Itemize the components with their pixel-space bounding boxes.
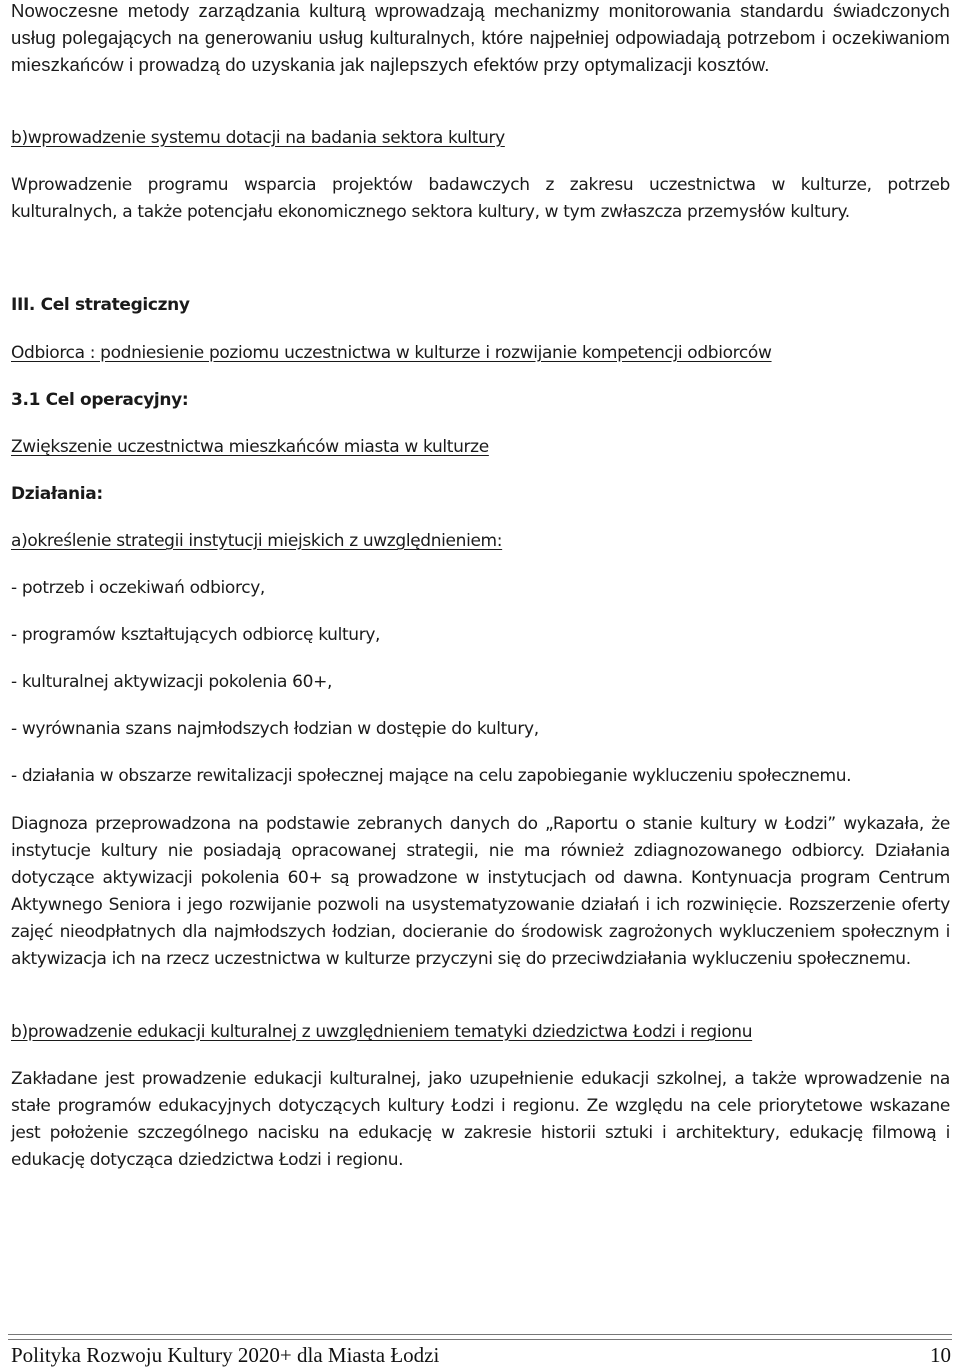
- operational-goal-text: Zwiększenie uczestnictwa mieszkańców miasta w kulturze: [11, 437, 489, 457]
- section-b-heading: b)wprowadzenie systemu dotacji na badania sektora kultury: [11, 128, 505, 148]
- actions-heading: Działania:: [11, 484, 103, 504]
- footer-title: Polityka Rozwoju Kultury 2020+ dla Miasta Łodzi: [11, 1343, 440, 1367]
- action-a-heading: a)określenie strategii instytucji miejskich z uwzględnieniem:: [11, 531, 503, 551]
- section-b-text: Wprowadzenie programu wsparcia projektów badawczych z zakresu uczestnictwa w kulturze, potrzeb kulturalnych, a także potencjału ekonomicznego sektora kultury, w tym zwłaszcza przemysłów kultury.: [11, 175, 950, 222]
- diagnosis-paragraph: Diagnoza przeprowadzona na podstawie zebranych danych do „Raportu o stanie kultury w Łodzi” wykazała, że instytucje kultury nie posiadają opracowanej strategii, nie ma również zdiagnozowanego odbiorcy. Działania dotyczące aktywizacji pokolenia 60+ są prowadzone w instytucjach od dawna. Kontynuacja program Centrum Aktywnego Seniora i jego rozwijanie pozwoli na usystematyzowanie działań i ich rozwinięcie. Rozszerzenie oferty zajęć nieodpłatnych dla najmłodszych łodzian, docieranie do środowisk zagrożonych wykluczeniem społecznym i aktywizacja ich na rzecz uczestnictwa w kulturze przyczyni się do przeciwdziałania wykluczeniu społecznemu.: [11, 814, 950, 969]
- operational-goal-heading: 3.1 Cel operacyjny:: [11, 390, 189, 410]
- list-item: - wyrównania szans najmłodszych łodzian w dostępie do kultury,: [11, 719, 539, 739]
- list-item: - potrzeb i oczekiwań odbiorcy,: [11, 578, 265, 598]
- list-item: - działania w obszarze rewitalizacji społecznej mające na celu zapobieganie wykluczeniu społecznemu.: [11, 766, 852, 786]
- list-item: - kulturalnej aktywizacji pokolenia 60+,: [11, 672, 333, 692]
- action-b-heading: b)prowadzenie edukacji kulturalnej z uwzględnieniem tematyki dziedzictwa Łodzi i regionu: [11, 1022, 753, 1042]
- list-item: - programów kształtujących odbiorcę kultury,: [11, 625, 381, 645]
- page-number: 10: [930, 1343, 951, 1367]
- intro-paragraph: Nowoczesne metody zarządzania kulturą wprowadzają mechanizmy monitorowania standardu świadczonych usług polegających na generowaniu usług kulturalnych, które najpełniej odpowiadają potrzebom i oczekiwaniom mieszkańców i prowadzą do uzyskania jak najlepszych efektów przy optymalizacji kosztów.: [11, 0, 950, 75]
- goal-subheading: Odbiorca : podniesienie poziomu uczestnictwa w kulturze i rozwijanie kompetencji odbiorców: [11, 343, 772, 363]
- footer-divider: [8, 1334, 952, 1340]
- goal-heading: III. Cel strategiczny: [11, 295, 190, 315]
- action-b-text: Zakładane jest prowadzenie edukacji kulturalnej, jako uzupełnienie edukacji szkolnej, a także wprowadzenie na stałe programów edukacyjnych dotyczących kultury Łodzi i regionu. Ze względu na cele priorytetowe wskazane jest położenie szczególnego nacisku na edukację w zakresie historii sztuki i architektury, edukację filmową i edukację dotycząca dziedzictwa Łodzi i regionu.: [11, 1069, 950, 1170]
